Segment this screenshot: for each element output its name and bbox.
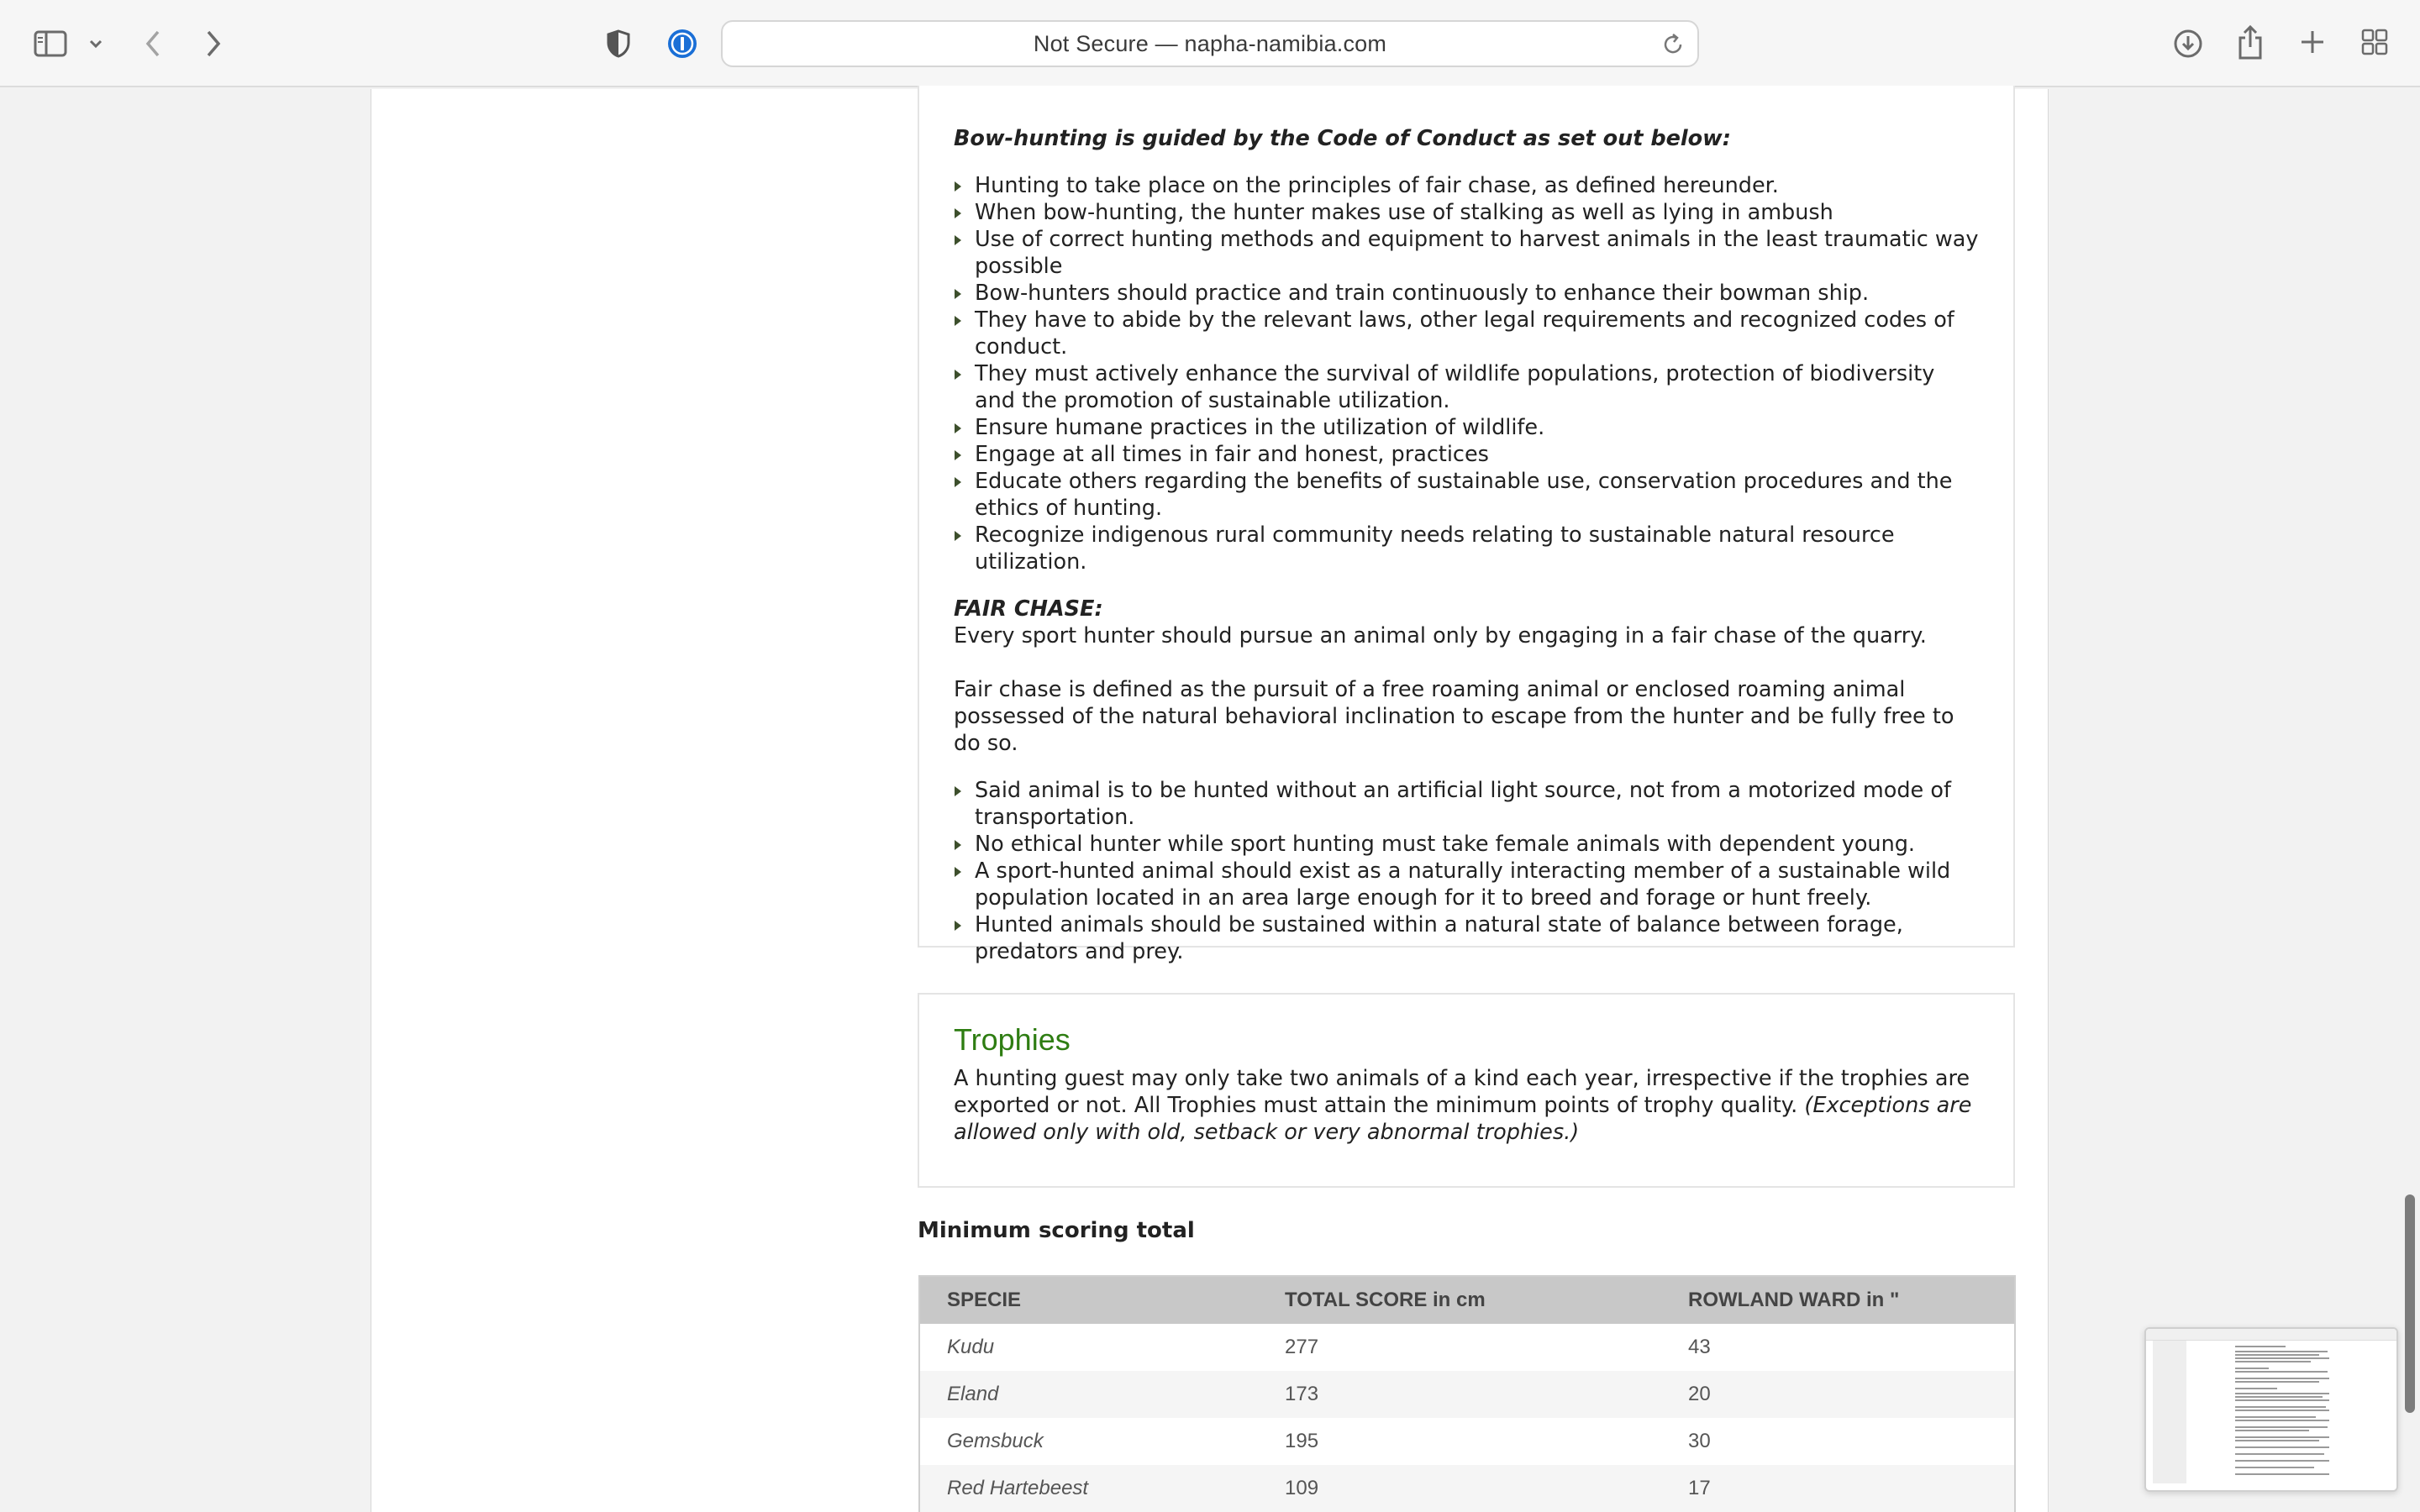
trophies-title: Trophies xyxy=(954,1022,1071,1057)
web-page xyxy=(371,89,2049,1512)
list-item: A sport-hunted animal should exist as a naturally interacting member of a sustainable wild population located in an area large enough for it to breed and forage or hunt freely. xyxy=(954,858,1979,911)
table-row xyxy=(920,1418,2014,1465)
specie-cell: Red Hartebeest xyxy=(947,1477,1089,1499)
table-header-row xyxy=(920,1277,2014,1324)
column-header: ROWLAND WARD in " xyxy=(1688,1289,1900,1311)
list-item: Said animal is to be hunted without an artificial light source, not from a motorized mode of transportation. xyxy=(954,777,1979,831)
code-of-conduct-box xyxy=(918,86,2015,964)
list-item: Use of correct hunting methods and equipment to harvest animals in the least traumatic way possible xyxy=(954,226,1979,280)
list-item: Ensure humane practices in the utilization of wildlife. xyxy=(954,414,1979,441)
list-item: Recognize indigenous rural community needs relating to sustainable natural resource utilization. xyxy=(954,522,1979,575)
table-row xyxy=(920,1465,2014,1512)
password-manager-icon[interactable] xyxy=(666,27,699,60)
url-text: Not Secure — napha-namibia.com xyxy=(1033,30,1387,56)
thumbnail-sidebar xyxy=(2153,1341,2186,1483)
specie-cell: Eland xyxy=(947,1383,999,1405)
code-of-conduct-list xyxy=(954,172,1979,575)
total-score-cell: 277 xyxy=(1285,1336,1319,1358)
list-item: No ethical hunter while sport hunting must take female animals with dependent young. xyxy=(954,831,1979,858)
list-item: Bow-hunters should practice and train continuously to enhance their bowman ship. xyxy=(954,280,1979,307)
total-score-cell: 109 xyxy=(1285,1477,1319,1499)
browser-toolbar xyxy=(0,0,2420,87)
fair-chase-heading: FAIR CHASE: xyxy=(954,596,1103,622)
trophies-text xyxy=(954,1065,1979,1146)
reload-icon[interactable] xyxy=(1660,32,1686,57)
total-score-cell: 195 xyxy=(1285,1430,1319,1452)
list-item: When bow-hunting, the hunter makes use of stalking as well as lying in ambush xyxy=(954,199,1979,226)
minimum-scoring-title: Minimum scoring total xyxy=(918,1218,1195,1243)
thumbnail-toolbar xyxy=(2146,1329,2396,1341)
column-header: SPECIE xyxy=(947,1289,1022,1311)
list-item: Educate others regarding the benefits of sustainable use, conservation procedures and the ethics of hunting. xyxy=(954,468,1979,522)
list-item: Hunted animals should be sustained within a natural state of balance between forage, predators and prey. xyxy=(954,911,1979,965)
back-icon[interactable] xyxy=(141,27,165,60)
shield-icon[interactable] xyxy=(605,29,632,59)
rowland-ward-cell: 20 xyxy=(1688,1383,1711,1405)
new-tab-icon[interactable] xyxy=(2297,27,2328,57)
fair-chase-list xyxy=(954,777,1979,965)
download-icon[interactable] xyxy=(2171,27,2205,60)
fair-chase-intro: Every sport hunter should pursue an animal only by engaging in a fair chase of the quarry. xyxy=(954,623,1927,648)
thumbnail-page xyxy=(2230,1341,2348,1485)
table-row xyxy=(920,1324,2014,1371)
scoring-table xyxy=(918,1275,2016,1512)
address-bar[interactable] xyxy=(721,20,1699,67)
trophies-box xyxy=(918,993,2015,1188)
code-of-conduct-heading: Bow-hunting is guided by the Code of Conduct as set out below: xyxy=(954,126,1731,151)
list-item: Hunting to take place on the principles of fair chase, as defined hereunder. xyxy=(954,172,1979,199)
specie-cell: Gemsbuck xyxy=(947,1430,1044,1452)
table-row xyxy=(920,1371,2014,1418)
chevron-down-icon[interactable] xyxy=(87,35,104,52)
fair-chase-definition: Fair chase is defined as the pursuit of a free roaming animal or enclosed roaming animal possessed of the natural behavioral inclination to escape from the hunter and be fully free to do so. xyxy=(954,677,1954,756)
rowland-ward-cell: 30 xyxy=(1688,1430,1711,1452)
total-score-cell: 173 xyxy=(1285,1383,1319,1405)
specie-cell: Kudu xyxy=(947,1336,995,1358)
scrollbar-thumb[interactable] xyxy=(2405,1194,2415,1413)
rowland-ward-cell: 17 xyxy=(1688,1477,1711,1499)
list-item: They must actively enhance the survival of wildlife populations, protection of biodiversity and the promotion of sustainable utilization. xyxy=(954,360,1979,414)
page-thumbnail-preview[interactable] xyxy=(2144,1327,2398,1492)
rowland-ward-cell: 43 xyxy=(1688,1336,1711,1358)
trophies-note: (Exceptions are allowed only with old, setback or very abnormal trophies.) xyxy=(954,1093,1972,1145)
sidebar-icon[interactable] xyxy=(32,29,69,59)
tab-overview-icon[interactable] xyxy=(2360,27,2390,57)
forward-icon[interactable] xyxy=(202,27,225,60)
column-header: TOTAL SCORE in cm xyxy=(1285,1289,1486,1311)
share-icon[interactable] xyxy=(2235,24,2265,60)
list-item: Engage at all times in fair and honest, practices xyxy=(954,441,1979,468)
trophies-body: A hunting guest may only take two animals of a kind each year, irrespective if the trophies are exported or not. All Trophies must attain the minimum points of trophy quality. xyxy=(954,1066,1970,1118)
list-item: They have to abide by the relevant laws, other legal requirements and recognized codes of conduct. xyxy=(954,307,1979,360)
